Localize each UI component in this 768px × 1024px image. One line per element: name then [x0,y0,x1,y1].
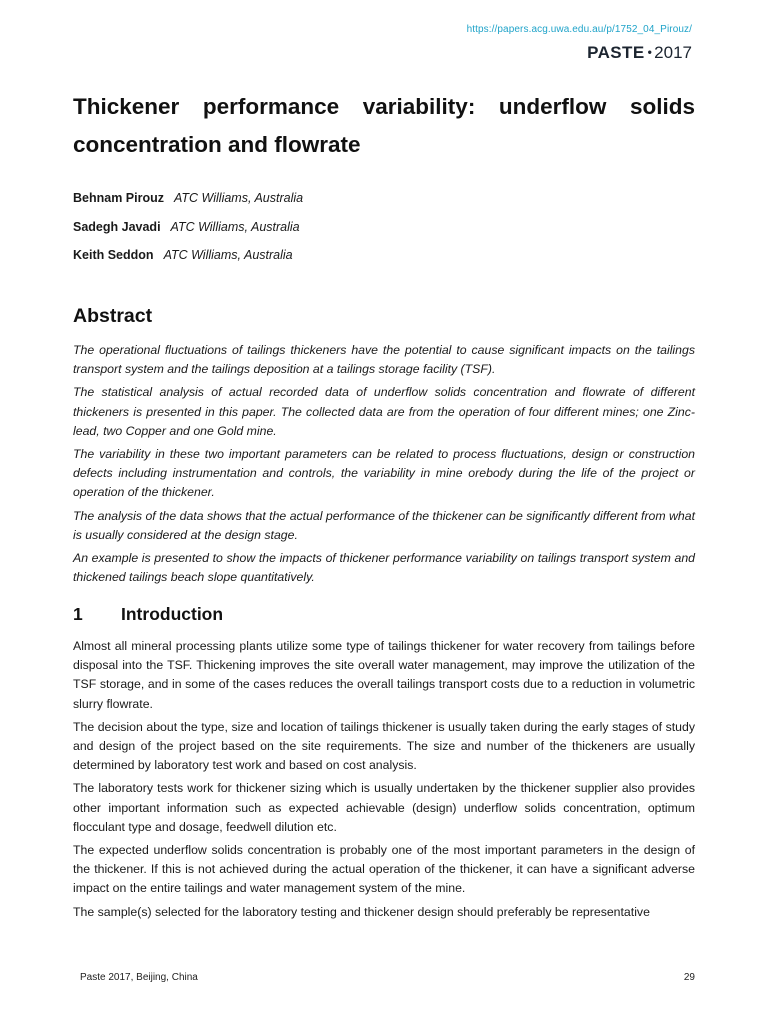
introduction-paragraph: The sample(s) selected for the laboratory testing and thickener design should preferably be representative [73,904,650,919]
author-entry [73,241,695,270]
conference-logo [587,43,692,63]
author-name: Sadegh Javadi [73,219,161,234]
introduction-paragraph: The expected underflow solids concentration is probably one of the most important parameters in the design of the thickener. If this is not achieved during the actual operation of the thickener, it can have a significant adverse impact on the entire tailings and water management system of the mine. [73,843,695,896]
abstract-paragraph: The operational fluctuations of tailings thickeners have the potential to cause significant impacts on the tailings transport system and the tailings deposition at a tailings storage facility (TSF). [73,343,695,377]
introduction-body [73,637,695,926]
author-name: Keith Seddon [73,248,154,262]
abstract-paragraph: An example is presented to show the impacts of thickener performance variability on tailings transport system and thickened tailings beach slope quantitatively. [73,551,695,585]
logo-year: 2017 [654,43,692,62]
abstract-paragraph: The variability in these two important parameters can be related to process fluctuations, design or construction defects including instrumentation and controls, the variability in mine orebody during the life of the project or operation of the thickener. [73,447,695,500]
author-name: Behnam Pirouz [73,191,164,205]
abstract-heading: Abstract [73,305,153,327]
author-entry [73,184,695,213]
abstract-paragraph: The statistical analysis of actual recorded data of underflow solids concentration and flowrate of different thickeners is presented in this paper. The collected data are from the operation of four different mines; one Zinc-lead, two Copper and one Gold mine. [73,385,695,438]
author-affiliation: ATC Williams, Australia [170,219,300,234]
paper-title: Thickener performance variability: underflow solids concentration and flowrate [73,94,695,157]
footer-page-number: 29 [683,972,695,983]
footer-conference: Paste 2017, Beijing, China [80,972,198,983]
author-entry [73,213,695,242]
abstract-paragraph: The analysis of the data shows that the actual performance of the thickener can be significantly different from what is usually considered at the design stage. [73,508,696,542]
section-title: Introduction [121,604,224,624]
logo-dot: • [647,45,653,59]
introduction-heading [73,604,695,625]
introduction-paragraph: The decision about the type, size and location of tailings thickener is usually taken during the early stages of study and design of the project based on the site requirements. The size and number of the thickeners are usually determined by laboratory test work and based on cost analysis. [73,719,695,773]
author-list [73,184,695,270]
author-affiliation: ATC Williams, Australia [174,191,304,205]
logo-word: PASTE [587,43,645,62]
paper-url-link[interactable]: https://papers.acg.uwa.edu.au/p/1752_04_Pirouz/ [466,24,692,35]
introduction-paragraph: Almost all mineral processing plants utilize some type of tailings thickener for water recovery from tailings before disposal into the TSF. Thickening improves the site overall water management, may improve the utilization of the TSF storage, and in some of the cases reduces the overall tailings transport costs due to a reduction in volumetric slurry flowrate. [73,639,695,711]
author-affiliation: ATC Williams, Australia [163,248,293,262]
introduction-paragraph: The laboratory tests work for thickener sizing which is usually undertaken by the thickener supplier also provides other important information such as expected achievable (design) underflow solids concentration, optimum flocculant type and dosage, feedwell dilution etc. [73,781,695,834]
section-number: 1 [73,604,83,624]
abstract-body [73,341,695,591]
